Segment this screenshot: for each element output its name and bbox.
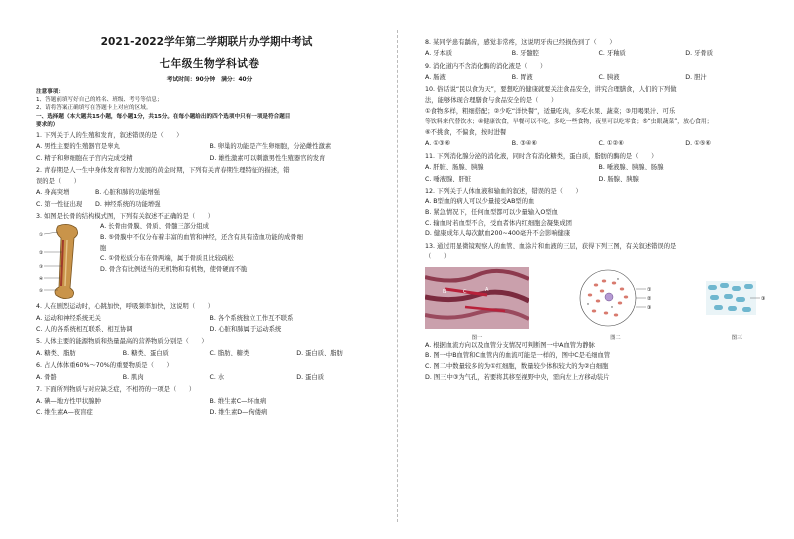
question-4 <box>36 302 383 335</box>
option-d: D. 胆汁 <box>685 74 707 82</box>
question-10 <box>425 85 772 149</box>
option-c: C. 精子和卵细胞在子宫内完成受精 <box>36 154 133 162</box>
question-stem: 7. 下面所列物质与对应缺乏症，不相符的一项是（ ） <box>36 386 196 393</box>
options-row <box>36 348 383 359</box>
note-item: 1、答题前填写好自己的姓名、班级、考号等信息； <box>36 97 163 104</box>
question-stem: 12. 下列关于人体血液和输血的叙述，错误的是（ ） <box>425 187 582 195</box>
option-d: D. 蛋白质、脂肪 <box>296 350 343 357</box>
option-a: A. 碘—地方性甲状腺肿 <box>36 397 101 405</box>
options-row <box>36 141 383 152</box>
question-stem-cont: 等饮料来代替饮水；④健康饮食，早餐可以不吃，多吃一些食物，夜里可以吃零食；⑤“虫眼蔬菜”，放心食用； <box>425 119 713 126</box>
option-c: C. 图二中数量较多的为①红细胞，数量较少体积较大的为②白细胞 <box>425 362 609 370</box>
option-d: D. 雄性激素可以刺激男性生殖器官的发育 <box>209 154 326 162</box>
question-stem: 3. 如图是长骨的结构模式图，下列有关叙述不正确的是（ ） <box>36 212 215 220</box>
option-d: D. 骨含有比例适当的无机物和有机物，使骨硬而不脆 <box>100 265 248 273</box>
options-row <box>425 174 772 185</box>
svg-text:③: ③ <box>39 265 44 271</box>
options-row <box>425 162 772 173</box>
options-row <box>425 138 772 149</box>
exam-subtitle: 七年级生物学科试卷 <box>159 58 260 70</box>
blood-smear-diagram <box>576 267 656 329</box>
option-d: D. 心脏和肺属于运动系统 <box>209 326 282 334</box>
exam-info: 考试时间：90分钟 满分：40分 <box>166 77 253 83</box>
question-1 <box>36 131 383 164</box>
option-d: D. 蛋白质 <box>296 373 324 381</box>
option-d: D. 图三中③为气孔，若要将其移至视野中央，需向左上方移动装片 <box>425 373 610 381</box>
options-row <box>36 187 383 198</box>
option-a: A. 长骨由骨膜、骨质、骨髓三部分组成 <box>100 223 209 231</box>
section-heading: 一、选择题（本大题共15小题，每小题1分，共15分。在每小题给出的四个选项中只有一项是符合题目 <box>36 113 291 120</box>
svg-text:B: B <box>443 288 447 295</box>
svg-text:A: A <box>485 286 489 293</box>
options-row <box>36 372 383 383</box>
figure-caption: 图三 <box>731 334 743 341</box>
question-stem-cont: 法，能够体现合理膳食与食品安全的是（ ） <box>425 96 558 104</box>
question-9 <box>425 62 772 84</box>
option-c: C. 脂肪、糖类 <box>209 350 250 357</box>
figure-caption: 图二 <box>610 334 621 341</box>
option-b: B. 维生素C—坏血病 <box>209 397 267 405</box>
svg-text:②: ② <box>39 251 44 257</box>
section-heading-cont: 要求的） <box>36 121 59 128</box>
option-a: A. 糖类、脂肪 <box>36 350 76 357</box>
option-c: C. 水 <box>209 373 225 381</box>
svg-text:④: ④ <box>39 277 44 283</box>
svg-text:②: ② <box>646 295 651 302</box>
options-row <box>36 324 383 335</box>
figure-2 <box>576 267 656 341</box>
question-8 <box>425 38 772 60</box>
options-row <box>36 396 383 407</box>
question-2 <box>36 166 383 210</box>
option-c: C. ①②⑥ <box>598 140 624 148</box>
option-b: B. 唾液腺、胰腺、肠腺 <box>598 164 664 172</box>
question-11 <box>425 152 772 185</box>
question-12 <box>425 187 772 240</box>
question-5 <box>36 337 383 359</box>
option-d: D. 神经系统的功能增强 <box>94 200 161 208</box>
options-row <box>425 72 772 83</box>
question-13 <box>425 242 772 384</box>
question-stem: 4. 人在剧烈运动时，心跳加快，呼吸频率加快，这说明（ ） <box>36 303 215 311</box>
option-d: D. 牙骨质 <box>685 50 713 58</box>
option-b-cont: 胞 <box>100 244 107 252</box>
option-a: A. 骨骼 <box>36 373 57 381</box>
option-c: C. 维生素A—夜盲症 <box>36 409 93 416</box>
question-stem: 13. 通过用显微镜观察人的血管、血涂片和血液的三层，获得下列三图，有关叙述错误的是 <box>425 242 677 250</box>
option-b: B. 卵巢的功能是产生卵细胞，分泌雌性激素 <box>209 143 332 151</box>
option-a: A. 运动和神经系统无关 <box>36 314 101 322</box>
note-item: 2、请将答案正确填写在答题卡上对应的区域。 <box>36 105 152 112</box>
option-a: A. B型血的病人可以少量接受AB型的血 <box>425 198 535 206</box>
options-row <box>425 48 772 59</box>
question-stem: 11. 下列消化腺分泌的消化液，同时含有消化糖类，蛋白质，脂肪的酶的是（ ） <box>425 152 658 160</box>
question-7 <box>36 385 383 418</box>
exam-title: 2021-2022学年第二学期联片办学期中考试 <box>100 36 313 48</box>
option-a: A. ①③⑥ <box>425 140 451 148</box>
option-b: B. 紧急情况下，任何血型都可以少量输入O型血 <box>425 208 558 216</box>
option-a: A. 根据血流方向以及血管分支情况可判断图一中A血管为静脉 <box>425 341 595 349</box>
option-c: C. 输血时若血型不合，受血者体内红细胞会凝集成团 <box>425 219 572 227</box>
figure-row <box>425 267 772 341</box>
question-stem: 10. 俗话说“民以食为天”，要想吃的健康就要关注食品安全，讲究合理膳食，人们的下列做 <box>425 86 677 94</box>
svg-text:①: ① <box>39 233 44 239</box>
svg-text:C: C <box>463 288 467 295</box>
option-b: B. 牙髓腔 <box>511 50 539 58</box>
question-6 <box>36 361 383 383</box>
svg-text:⑤: ⑤ <box>39 289 44 295</box>
option-a: A. 肠液 <box>425 74 446 82</box>
question-stem: 9. 消化道内不含消化酶的消化液是（ ） <box>425 62 547 70</box>
option-b: B. ③④⑥ <box>511 140 538 148</box>
option-d: D. 健康成年人每次献血200~400毫升不会影响健康 <box>425 230 571 238</box>
long-bone-diagram <box>36 222 100 300</box>
options-row <box>36 199 383 210</box>
option-d: D. 维生素D—佝偻病 <box>209 409 268 416</box>
question-stem-cont: ⑥不挑食，不偏食，按时进餐 <box>425 128 507 136</box>
figure-caption: 图一 <box>471 334 483 341</box>
options-row <box>36 153 383 164</box>
blood-vessel-micrograph <box>425 267 529 329</box>
option-b: B. 心脏和肺的功能增强 <box>94 189 160 197</box>
options-row <box>36 313 383 324</box>
option-c: C. 牙釉质 <box>598 50 626 58</box>
figure-1 <box>425 267 529 341</box>
option-b: B. 各个系统独立工作互不联系 <box>209 314 294 322</box>
option-a: A. 肝脏、肠腺、胰腺 <box>425 164 484 172</box>
cell-micrograph <box>702 267 772 329</box>
question-stem: 5. 人体主要的能源物质和热量最高的营养物质分别是（ ） <box>36 338 208 346</box>
question-stem: 1. 下列关于人的生殖和发育，叙述错误的是（ ） <box>36 131 183 139</box>
question-stem-cont: ①食物多样，粗细搭配；②少吃“洋快餐”，适量吃肉，多吃水果、蔬菜；③用喝果汁、可乐 <box>425 107 676 115</box>
svg-text:③: ③ <box>761 295 766 302</box>
svg-text:③: ③ <box>646 304 651 311</box>
svg-text:①: ① <box>646 286 651 293</box>
option-a: A. 身高突增 <box>36 189 70 197</box>
option-c: C. 胰液 <box>598 74 620 82</box>
question-stem-cont: 误的是（ ） <box>36 177 81 185</box>
option-b: B. ⑤骨膜中不仅分布着丰富的血管和神经，还含有具有造血功能的成骨细 <box>100 234 303 241</box>
question-stem: 8. 某同学患有龋齿，感觉非常疼，这说明牙齿已经损伤到了（ ） <box>425 38 616 46</box>
right-column <box>397 0 794 539</box>
notes-heading: 注意事项： <box>36 89 64 95</box>
option-d: D. ①⑤⑥ <box>685 140 712 148</box>
options-row <box>36 407 383 418</box>
option-c: C. 人的各系统相互联系、相互协调 <box>36 326 133 334</box>
question-stem: 6. 占人体体重60%～70%的重要物质是（ ） <box>36 362 173 370</box>
option-c: C. 唾液腺、肝脏 <box>425 175 472 183</box>
option-b: B. 图一中B血管和C血管内的血流可能是一样的，图中C是毛细血管 <box>425 352 611 360</box>
question-stem-cont: （ ） <box>425 253 451 261</box>
option-a: A. 男性主要的生殖器官是睾丸 <box>36 143 120 151</box>
option-c: C. 第一性征出现 <box>36 200 83 208</box>
option-b: B. 糖类、蛋白质 <box>122 350 169 357</box>
option-b: B. 胃液 <box>511 74 533 82</box>
option-d: D. 肠腺、胰腺 <box>598 175 639 183</box>
option-b: B. 肌肉 <box>122 373 144 381</box>
option-a: A. 牙本质 <box>425 50 453 58</box>
question-stem: 2. 青春期是人一生中身体发育和智力发展的黄金时期，下列有关青春期生理特征的描述，错 <box>36 167 290 175</box>
option-c: C. ①骨松质分布在骨两端，属于骨质且比较疏松 <box>100 255 234 263</box>
figure-3 <box>702 267 772 341</box>
question-3 <box>36 212 383 301</box>
